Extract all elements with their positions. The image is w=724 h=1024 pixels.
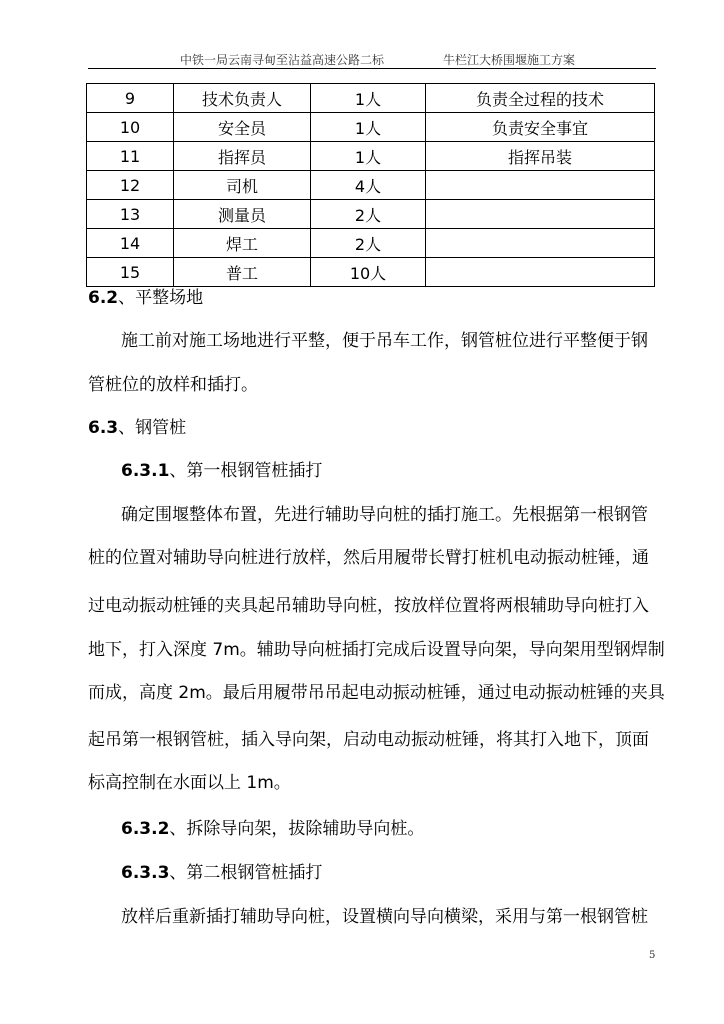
- row-number-cell: 14: [87, 229, 174, 258]
- section-number: 6.2: [88, 288, 119, 308]
- duty-cell: [426, 200, 655, 229]
- role-cell: 焊工: [174, 229, 311, 258]
- row-number-cell: 10: [87, 113, 174, 142]
- duty-cell: 负责全过程的技术: [426, 84, 655, 113]
- section-number: 6.3: [88, 418, 119, 438]
- duty-cell: [426, 229, 655, 258]
- section-6-3-1-heading: [121, 461, 689, 481]
- count-cell: 2人: [311, 200, 426, 229]
- header-document-title: 牛栏江大桥围堰施工方案: [443, 53, 576, 67]
- duty-cell: 指挥吊装: [426, 142, 655, 171]
- row-number-cell: 9: [87, 84, 174, 113]
- paragraph-line: 桩的位置对辅助导向桩进行放样，然后用履带长臂打桩机电动振动桩锤，通: [88, 548, 649, 568]
- section-6-3-heading: [88, 418, 656, 438]
- staff-table: [86, 83, 655, 287]
- table-row: [87, 84, 655, 113]
- header-project-name: 中铁一局云南寻甸至沾益高速公路二标: [180, 53, 385, 67]
- page-header: [88, 50, 656, 69]
- section-title: 、第一根钢管桩插打: [169, 461, 323, 481]
- section-title: 、钢管桩: [118, 418, 187, 438]
- section-title: 、平整场地: [118, 288, 204, 308]
- row-number-cell: 15: [87, 258, 174, 287]
- table-row: [87, 142, 655, 171]
- count-cell: 10人: [311, 258, 426, 287]
- count-cell: 1人: [311, 84, 426, 113]
- role-cell: 技术负责人: [174, 84, 311, 113]
- section-number: 6.3.1: [121, 461, 170, 481]
- section-title: 、第二根钢管桩插打: [169, 863, 323, 883]
- paragraph-line: 施工前对施工场地进行平整，便于吊车工作，钢管桩位进行平整便于钢: [121, 331, 648, 351]
- paragraph-line: 起吊第一根钢管桩，插入导向架，启动电动振动桩锤，将其打入地下，顶面: [88, 730, 649, 750]
- role-cell: 司机: [174, 171, 311, 200]
- count-cell: 1人: [311, 113, 426, 142]
- paragraph-line: 地下，打入深度 7m。辅助导向桩插打完成后设置导向架，导向架用型钢焊制: [88, 640, 665, 660]
- paragraph-line: 管桩位的放样和插打。: [88, 375, 258, 395]
- table-row: [87, 113, 655, 142]
- count-cell: 4人: [311, 171, 426, 200]
- paragraph-line: 标高控制在水面以上 1m。: [88, 773, 291, 793]
- section-6-3-2-heading: [121, 819, 689, 839]
- role-cell: 指挥员: [174, 142, 311, 171]
- paragraph-line: 放样后重新插打辅助导向桩，设置横向导向横梁，采用与第一根钢管桩: [121, 907, 648, 927]
- row-number-cell: 11: [87, 142, 174, 171]
- role-cell: 测量员: [174, 200, 311, 229]
- row-number-cell: 12: [87, 171, 174, 200]
- table-row: [87, 258, 655, 287]
- count-cell: 2人: [311, 229, 426, 258]
- role-cell: 普工: [174, 258, 311, 287]
- duty-cell: [426, 171, 655, 200]
- section-number: 6.3.2: [121, 819, 170, 839]
- role-cell: 安全员: [174, 113, 311, 142]
- duty-cell: 负责安全事宜: [426, 113, 655, 142]
- duty-cell: [426, 258, 655, 287]
- page-number: 5: [649, 950, 656, 961]
- table-row: [87, 200, 655, 229]
- paragraph-line: 确定围堰整体布置，先进行辅助导向桩的插打施工。先根据第一根钢管: [121, 505, 648, 525]
- count-cell: 1人: [311, 142, 426, 171]
- paragraph-line: 过电动振动桩锤的夹具起吊辅助导向桩，按放样位置将两根辅助导向桩打入: [88, 596, 649, 616]
- section-6-2-heading: [88, 288, 656, 308]
- section-6-3-3-heading: [121, 863, 689, 883]
- table-row: [87, 229, 655, 258]
- row-number-cell: 13: [87, 200, 174, 229]
- section-title: 、拆除导向架，拔除辅助导向桩。: [169, 819, 425, 839]
- section-number: 6.3.3: [121, 863, 170, 883]
- paragraph-line: 而成，高度 2m。最后用履带吊吊起电动振动桩锤，通过电动振动桩锤的夹具: [88, 683, 665, 703]
- table-row: [87, 171, 655, 200]
